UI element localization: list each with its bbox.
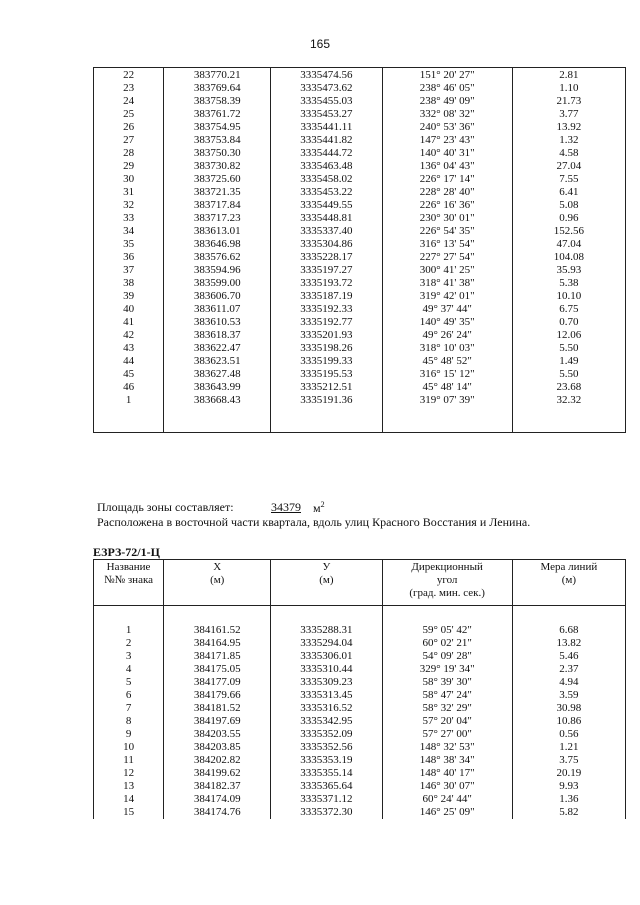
y-coordinate-cell: 3335288.31: [271, 624, 382, 637]
point-number-cell: 10: [94, 741, 164, 754]
y-coordinate-cell: 3335306.01: [271, 650, 382, 663]
direction-angle-cell: 59° 05' 42": [382, 624, 512, 637]
y-coordinate-cell: 3335352.09: [271, 728, 382, 741]
direction-angle-cell: 49° 37' 44": [382, 303, 512, 316]
y-coordinate-cell: 3335473.62: [271, 82, 382, 95]
table-row: [94, 637, 626, 650]
table-row: [94, 251, 626, 264]
point-number-cell: 41: [94, 316, 164, 329]
y-coordinate-cell: 3335310.44: [271, 663, 382, 676]
direction-angle-cell: 140° 40' 31": [382, 147, 512, 160]
x-coordinate-cell: 383610.53: [164, 316, 271, 329]
direction-angle-cell: 58° 47' 24": [382, 689, 512, 702]
point-number-cell: 14: [94, 793, 164, 806]
direction-angle-cell: 318° 10' 03": [382, 342, 512, 355]
table-row: [94, 329, 626, 342]
point-number-cell: 1: [94, 624, 164, 637]
direction-angle-cell: 238° 49' 09": [382, 95, 512, 108]
point-number-cell: 27: [94, 134, 164, 147]
y-coordinate-cell: 3335192.33: [271, 303, 382, 316]
line-length-cell: 23.68: [512, 381, 625, 394]
table-row: [94, 368, 626, 381]
y-coordinate-cell: 3335337.40: [271, 225, 382, 238]
direction-angle-cell: 329° 19' 34": [382, 663, 512, 676]
direction-angle-cell: 60° 24' 44": [382, 793, 512, 806]
table-row: [94, 303, 626, 316]
y-coordinate-cell: 3335304.86: [271, 238, 382, 251]
x-coordinate-cell: 383599.00: [164, 277, 271, 290]
y-coordinate-cell: 3335353.19: [271, 754, 382, 767]
x-coordinate-cell: 384164.95: [164, 637, 271, 650]
y-coordinate-cell: 3335201.93: [271, 329, 382, 342]
table-row: [94, 394, 626, 407]
y-coordinate-cell: 3335441.11: [271, 121, 382, 134]
line-length-cell: 5.50: [512, 342, 625, 355]
point-number-cell: 44: [94, 355, 164, 368]
x-coordinate-cell: 384175.05: [164, 663, 271, 676]
x-coordinate-cell: 384202.82: [164, 754, 271, 767]
x-coordinate-cell: 383725.60: [164, 173, 271, 186]
point-number-cell: 33: [94, 212, 164, 225]
y-coordinate-cell: 3335192.77: [271, 316, 382, 329]
page-number: 165: [309, 37, 331, 51]
area-value: 34379: [271, 500, 301, 514]
point-number-cell: 5: [94, 676, 164, 689]
line-length-cell: 152.56: [512, 225, 625, 238]
table-row: [94, 806, 626, 819]
direction-angle-cell: 146° 30' 07": [382, 780, 512, 793]
x-coordinate-cell: 383627.48: [164, 368, 271, 381]
line-length-cell: 10.86: [512, 715, 625, 728]
point-number-header: Название №№ знака: [94, 560, 164, 606]
y-coordinate-cell: 3335187.19: [271, 290, 382, 303]
x-coordinate-cell: 383761.72: [164, 108, 271, 121]
line-length-cell: 4.94: [512, 676, 625, 689]
table-row: [94, 624, 626, 637]
y-coordinate-cell: 3335309.23: [271, 676, 382, 689]
x-coordinate-cell: 383668.43: [164, 394, 271, 407]
x-coordinate-cell: 384174.09: [164, 793, 271, 806]
direction-angle-cell: 316° 13' 54": [382, 238, 512, 251]
point-number-cell: 11: [94, 754, 164, 767]
y-coordinate-cell: 3335199.33: [271, 355, 382, 368]
direction-angle-cell: 230° 30' 01": [382, 212, 512, 225]
table-row: [94, 676, 626, 689]
line-length-cell: 3.59: [512, 689, 625, 702]
direction-angle-cell: 136° 04' 43": [382, 160, 512, 173]
direction-angle-cell: 148° 38' 34": [382, 754, 512, 767]
x-coordinate-cell: 383754.95: [164, 121, 271, 134]
x-coordinate-cell: 383618.37: [164, 329, 271, 342]
table-row: [94, 160, 626, 173]
table-row: [94, 355, 626, 368]
table-row: [94, 342, 626, 355]
point-number-cell: 9: [94, 728, 164, 741]
line-length-cell: 0.70: [512, 316, 625, 329]
table-row: [94, 186, 626, 199]
line-length-cell: 21.73: [512, 95, 625, 108]
x-coordinate-cell: 383643.99: [164, 381, 271, 394]
direction-angle-cell: 148° 32' 53": [382, 741, 512, 754]
point-number-cell: 34: [94, 225, 164, 238]
line-length-cell: 13.92: [512, 121, 625, 134]
x-coordinate-cell: 384177.09: [164, 676, 271, 689]
y-coordinate-cell: 3335444.72: [271, 147, 382, 160]
table-row: [94, 689, 626, 702]
x-coordinate-cell: 383717.23: [164, 212, 271, 225]
point-number-cell: 46: [94, 381, 164, 394]
table-row: [94, 663, 626, 676]
x-coordinate-cell: 384171.85: [164, 650, 271, 663]
direction-angle-cell: 238° 46' 05": [382, 82, 512, 95]
x-coordinate-cell: 383611.07: [164, 303, 271, 316]
table-row: [94, 793, 626, 806]
direction-angle-cell: 140° 49' 35": [382, 316, 512, 329]
table-row: [94, 277, 626, 290]
x-coordinate-cell: 384199.62: [164, 767, 271, 780]
direction-angle-cell: 240° 53' 36": [382, 121, 512, 134]
y-coordinate-cell: 3335448.81: [271, 212, 382, 225]
x-coordinate-cell: 383730.82: [164, 160, 271, 173]
point-number-cell: 8: [94, 715, 164, 728]
y-coordinate-cell: 3335365.64: [271, 780, 382, 793]
point-number-cell: 4: [94, 663, 164, 676]
line-length-header: Мера линий (м): [512, 560, 625, 606]
y-coordinate-cell: 3335195.53: [271, 368, 382, 381]
line-length-cell: 13.82: [512, 637, 625, 650]
table-bottom-padding: [94, 407, 626, 433]
x-coordinate-header: X (м): [164, 560, 271, 606]
point-number-cell: 7: [94, 702, 164, 715]
direction-angle-cell: 316° 15' 12": [382, 368, 512, 381]
x-coordinate-cell: 383606.70: [164, 290, 271, 303]
point-number-cell: 37: [94, 264, 164, 277]
direction-angle-cell: 49° 26' 24": [382, 329, 512, 342]
y-coordinate-cell: 3335193.72: [271, 277, 382, 290]
line-length-cell: 27.04: [512, 160, 625, 173]
line-length-cell: 1.49: [512, 355, 625, 368]
y-coordinate-cell: 3335198.26: [271, 342, 382, 355]
point-number-cell: 42: [94, 329, 164, 342]
line-length-cell: 5.08: [512, 199, 625, 212]
point-number-cell: 31: [94, 186, 164, 199]
line-length-cell: 5.82: [512, 806, 625, 819]
location-description: Расположена в восточной части квартала, вдоль улиц Красного Восстания и Ленина.: [97, 515, 531, 529]
direction-angle-cell: 226° 16' 36": [382, 199, 512, 212]
y-coordinate-cell: 3335212.51: [271, 381, 382, 394]
x-coordinate-cell: 384174.76: [164, 806, 271, 819]
direction-angle-cell: 300° 41' 25": [382, 264, 512, 277]
x-coordinate-cell: 383717.84: [164, 199, 271, 212]
table-row: [94, 702, 626, 715]
line-length-cell: 5.38: [512, 277, 625, 290]
zone-title: ЕЗРЗ-72/1-Ц: [93, 545, 160, 559]
table-row: [94, 290, 626, 303]
line-length-cell: 7.55: [512, 173, 625, 186]
coordinates-table-continued: [93, 67, 626, 433]
point-number-cell: 36: [94, 251, 164, 264]
point-number-cell: 22: [94, 68, 164, 83]
direction-angle-cell: 151° 20' 27": [382, 68, 512, 83]
direction-angle-cell: 226° 54' 35": [382, 225, 512, 238]
point-number-cell: 30: [94, 173, 164, 186]
point-number-cell: 26: [94, 121, 164, 134]
table-row: [94, 199, 626, 212]
point-number-cell: 45: [94, 368, 164, 381]
y-coordinate-cell: 3335342.95: [271, 715, 382, 728]
table-row: [94, 780, 626, 793]
line-length-cell: 6.75: [512, 303, 625, 316]
y-coordinate-cell: 3335441.82: [271, 134, 382, 147]
x-coordinate-cell: 384181.52: [164, 702, 271, 715]
y-coordinate-cell: 3335463.48: [271, 160, 382, 173]
point-number-cell: 40: [94, 303, 164, 316]
direction-angle-cell: 226° 17' 14": [382, 173, 512, 186]
x-coordinate-cell: 383769.64: [164, 82, 271, 95]
y-coordinate-cell: 3335294.04: [271, 637, 382, 650]
y-coordinate-cell: 3335191.36: [271, 394, 382, 407]
point-number-cell: 32: [94, 199, 164, 212]
table-row: [94, 264, 626, 277]
line-length-cell: 9.93: [512, 780, 625, 793]
table-row: [94, 754, 626, 767]
table-row: [94, 68, 626, 83]
direction-angle-cell: 318° 41' 38": [382, 277, 512, 290]
point-number-cell: 25: [94, 108, 164, 121]
line-length-cell: 1.21: [512, 741, 625, 754]
table-row: [94, 238, 626, 251]
line-length-cell: 3.77: [512, 108, 625, 121]
point-number-cell: 1: [94, 394, 164, 407]
point-number-cell: 39: [94, 290, 164, 303]
table-row: [94, 173, 626, 186]
area-unit: $м^2$: [313, 500, 325, 515]
table-row: [94, 225, 626, 238]
x-coordinate-cell: 383646.98: [164, 238, 271, 251]
table-row: [94, 147, 626, 160]
direction-angle-cell: 45° 48' 52": [382, 355, 512, 368]
y-coordinate-cell: 3335458.02: [271, 173, 382, 186]
point-number-cell: 38: [94, 277, 164, 290]
area-label: Площадь зоны составляет:: [97, 500, 234, 514]
line-length-cell: 20.19: [512, 767, 625, 780]
table-row: [94, 767, 626, 780]
x-coordinate-cell: 383622.47: [164, 342, 271, 355]
direction-angle-cell: 319° 07' 39": [382, 394, 512, 407]
x-coordinate-cell: 384197.69: [164, 715, 271, 728]
line-length-cell: 104.08: [512, 251, 625, 264]
line-length-cell: 47.04: [512, 238, 625, 251]
point-number-cell: 15: [94, 806, 164, 819]
point-number-cell: 24: [94, 95, 164, 108]
x-coordinate-cell: 383623.51: [164, 355, 271, 368]
point-number-cell: 35: [94, 238, 164, 251]
x-coordinate-cell: 383576.62: [164, 251, 271, 264]
table-row: [94, 82, 626, 95]
table-row: [94, 650, 626, 663]
table-row: [94, 212, 626, 225]
line-length-cell: 2.81: [512, 68, 625, 83]
y-coordinate-cell: 3335455.03: [271, 95, 382, 108]
point-number-cell: 2: [94, 637, 164, 650]
x-coordinate-cell: 383770.21: [164, 68, 271, 83]
x-coordinate-cell: 384203.85: [164, 741, 271, 754]
line-length-cell: 32.32: [512, 394, 625, 407]
point-number-cell: 3: [94, 650, 164, 663]
x-coordinate-cell: 383753.84: [164, 134, 271, 147]
y-coordinate-cell: 3335372.30: [271, 806, 382, 819]
table-row: [94, 381, 626, 394]
x-coordinate-cell: 384161.52: [164, 624, 271, 637]
x-coordinate-cell: 383721.35: [164, 186, 271, 199]
line-length-cell: 6.68: [512, 624, 625, 637]
direction-angle-cell: 58° 39' 30": [382, 676, 512, 689]
line-length-cell: 0.96: [512, 212, 625, 225]
line-length-cell: 30.98: [512, 702, 625, 715]
zone-coordinates-table: [93, 559, 626, 819]
point-number-cell: 29: [94, 160, 164, 173]
line-length-cell: 1.32: [512, 134, 625, 147]
x-coordinate-cell: 384182.37: [164, 780, 271, 793]
y-coordinate-cell: 3335453.22: [271, 186, 382, 199]
direction-angle-header: Дирекционный угол (град. мин. сек.): [382, 560, 512, 606]
x-coordinate-cell: 384203.55: [164, 728, 271, 741]
table-row: [94, 316, 626, 329]
direction-angle-cell: 228° 28' 40": [382, 186, 512, 199]
direction-angle-cell: 57° 27' 00": [382, 728, 512, 741]
table-row: [94, 95, 626, 108]
y-coordinate-header: У (м): [271, 560, 382, 606]
point-number-cell: 23: [94, 82, 164, 95]
x-coordinate-cell: 384179.66: [164, 689, 271, 702]
line-length-cell: 2.37: [512, 663, 625, 676]
y-coordinate-cell: 3335316.52: [271, 702, 382, 715]
direction-angle-cell: 332° 08' 32": [382, 108, 512, 121]
y-coordinate-cell: 3335228.17: [271, 251, 382, 264]
point-number-cell: 13: [94, 780, 164, 793]
direction-angle-cell: 58° 32' 29": [382, 702, 512, 715]
table-row: [94, 741, 626, 754]
table-spacer: [94, 606, 626, 625]
point-number-cell: 12: [94, 767, 164, 780]
direction-angle-cell: 148° 40' 17": [382, 767, 512, 780]
direction-angle-cell: 54° 09' 28": [382, 650, 512, 663]
y-coordinate-cell: 3335352.56: [271, 741, 382, 754]
direction-angle-cell: 319° 42' 01": [382, 290, 512, 303]
x-coordinate-cell: 383594.96: [164, 264, 271, 277]
x-coordinate-cell: 383750.30: [164, 147, 271, 160]
y-coordinate-cell: 3335197.27: [271, 264, 382, 277]
line-length-cell: 4.58: [512, 147, 625, 160]
y-coordinate-cell: 3335371.12: [271, 793, 382, 806]
line-length-cell: 5.46: [512, 650, 625, 663]
y-coordinate-cell: 3335449.55: [271, 199, 382, 212]
y-coordinate-cell: 3335313.45: [271, 689, 382, 702]
table-row: [94, 121, 626, 134]
line-length-cell: 3.75: [512, 754, 625, 767]
x-coordinate-cell: 383613.01: [164, 225, 271, 238]
x-coordinate-cell: 383758.39: [164, 95, 271, 108]
table-row: [94, 728, 626, 741]
direction-angle-cell: 57° 20' 04": [382, 715, 512, 728]
direction-angle-cell: 45° 48' 14": [382, 381, 512, 394]
line-length-cell: 1.10: [512, 82, 625, 95]
table-row: [94, 715, 626, 728]
y-coordinate-cell: 3335453.27: [271, 108, 382, 121]
y-coordinate-cell: 3335355.14: [271, 767, 382, 780]
line-length-cell: 10.10: [512, 290, 625, 303]
direction-angle-cell: 147° 23' 43": [382, 134, 512, 147]
point-number-cell: 28: [94, 147, 164, 160]
table-row: [94, 134, 626, 147]
line-length-cell: 12.06: [512, 329, 625, 342]
point-number-cell: 43: [94, 342, 164, 355]
line-length-cell: 5.50: [512, 368, 625, 381]
point-number-cell: 6: [94, 689, 164, 702]
line-length-cell: 6.41: [512, 186, 625, 199]
direction-angle-cell: 227° 27' 54": [382, 251, 512, 264]
line-length-cell: 0.56: [512, 728, 625, 741]
y-coordinate-cell: 3335474.56: [271, 68, 382, 83]
table-row: [94, 108, 626, 121]
line-length-cell: 35.93: [512, 264, 625, 277]
line-length-cell: 1.36: [512, 793, 625, 806]
direction-angle-cell: 60° 02' 21": [382, 637, 512, 650]
direction-angle-cell: 146° 25' 09": [382, 806, 512, 819]
